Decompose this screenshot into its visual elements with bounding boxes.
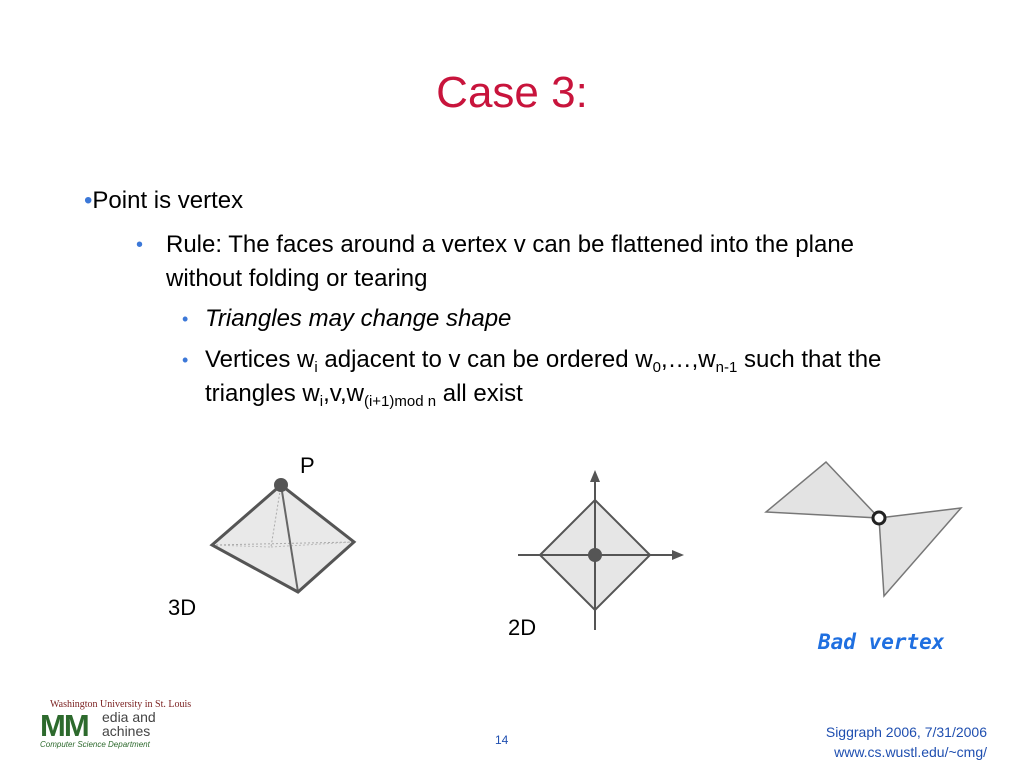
vertices-text: Vertices $w_i$ adjacent to v can be ordered $w_0,\dots,w_{n-1}$ such that the triangles $w_i,v,w_{(i+1)mod n}$ all exist — [205, 346, 882, 410]
label-2d: 2D — [508, 615, 537, 640]
label-bad-vertex: Bad vertex — [818, 630, 945, 654]
logo-machines: achines — [102, 723, 151, 739]
label-3d: 3D — [168, 595, 197, 620]
footer-url[interactable]: www.cs.wustl.edu/~cmg/ — [834, 744, 987, 760]
bullet-dot: • — [182, 350, 189, 370]
bullet-dot: • — [182, 309, 189, 329]
logo-university: Washington University in St. Louis — [50, 699, 192, 710]
bullet-point-is-vertex: Point is vertex — [92, 187, 244, 214]
bullet-dot: • — [84, 187, 93, 214]
diamond-2d-figure — [518, 470, 684, 630]
logo-department: Computer Science Department — [40, 740, 150, 749]
label-p: P — [300, 453, 315, 478]
bad-vertex-figure — [766, 462, 961, 596]
triangles-text: Triangles may change shape — [205, 305, 512, 332]
slide-title: Case 3: — [436, 68, 588, 117]
vertex-point-p — [274, 478, 288, 492]
logo-mm: MM — [40, 708, 88, 743]
pyramid-3d-figure — [212, 478, 354, 592]
rule-text: Rule: The faces around a vertex v can be flattened into the plane without folding or tearing — [166, 231, 855, 292]
page-number: 14 — [495, 733, 509, 747]
logo-media: edia and — [102, 709, 156, 725]
footer-citation — [826, 722, 987, 762]
footer-line-1: Siggraph 2006, 7/31/2006 — [825, 724, 987, 740]
media-and-machines-logo — [40, 699, 192, 749]
bullet-dot: • — [136, 234, 144, 256]
